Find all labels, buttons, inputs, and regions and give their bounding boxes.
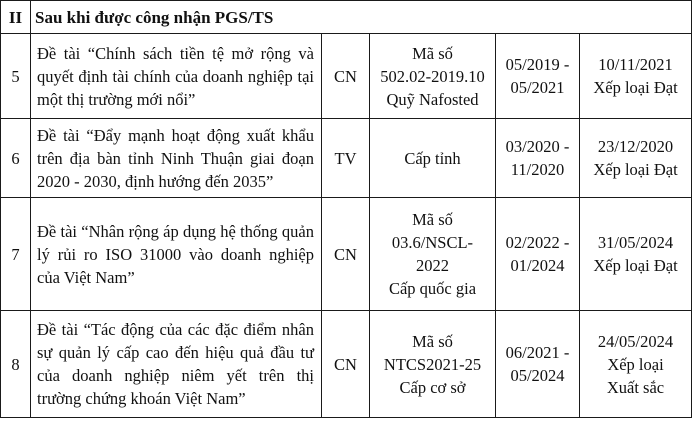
project-period [496, 198, 580, 311]
period-line: 05/2021 [510, 78, 565, 97]
source-line: 03.6/NSCL- [391, 233, 474, 252]
project-topic: Đề tài “Nhân rộng áp dụng hệ thống quản lý rủi ro ISO 31000 vào doanh nghiệp của Việt Nam” [31, 198, 322, 311]
source-line: 2022 [416, 256, 449, 275]
row-number: 8 [1, 311, 31, 418]
project-period [496, 34, 580, 119]
section-title: Sau khi được công nhận PGS/TS [31, 1, 692, 34]
period-line: 01/2024 [510, 256, 565, 275]
period-line: 11/2020 [510, 160, 565, 179]
source-line: NTCS2021-25 [383, 354, 482, 374]
project-role: CN [322, 311, 370, 418]
period-line: 02/2022 - [505, 233, 570, 252]
result-line: Xếp loại Đạt [593, 78, 678, 97]
row-number: 5 [1, 34, 31, 119]
project-source [370, 34, 496, 119]
source-line: Cấp cơ sở [399, 377, 466, 397]
project-source [370, 119, 496, 198]
source-line: Mã số [412, 331, 453, 351]
project-role: TV [322, 119, 370, 198]
project-topic: Đề tài “Chính sách tiền tệ mở rộng và quyết định tài chính của doanh nghiệp tại một thị trường mới nổi” [31, 34, 322, 119]
row-number: 7 [1, 198, 31, 311]
source-line: Cấp quốc gia [388, 279, 477, 298]
result-line: 10/11/2021 [598, 55, 673, 74]
result-line: Xếp loại Đạt [593, 256, 678, 275]
period-line: 05/2024 [510, 366, 565, 385]
project-result [580, 34, 692, 119]
project-period [496, 119, 580, 198]
period-line: 06/2021 - [505, 343, 570, 362]
table-row [1, 119, 692, 198]
project-role: CN [322, 34, 370, 119]
project-result [580, 311, 692, 418]
result-line: 24/05/2024 [597, 331, 674, 351]
result-line: Xếp loại [607, 354, 664, 374]
period-line: 05/2019 - [505, 55, 570, 74]
source-line: Cấp tỉnh [404, 148, 461, 168]
table-row [1, 311, 692, 418]
source-line: Mã số [412, 210, 453, 229]
project-source [370, 311, 496, 418]
result-line: Xuất sắc [606, 377, 665, 397]
section-number: II [1, 1, 31, 34]
source-line: Quỹ Nafosted [386, 89, 479, 109]
project-result [580, 198, 692, 311]
project-role: CN [322, 198, 370, 311]
table-row [1, 34, 692, 119]
project-period [496, 311, 580, 418]
section-header-row [1, 1, 692, 34]
project-result [580, 119, 692, 198]
row-number: 6 [1, 119, 31, 198]
result-line: 23/12/2020 [597, 137, 674, 156]
project-topic: Đề tài “Đẩy mạnh hoạt động xuất khẩu trên địa bàn tỉnh Ninh Thuận giai đoạn 2020 - 2030, định hướng đến 2035” [31, 119, 322, 198]
result-line: Xếp loại Đạt [593, 160, 678, 179]
project-source [370, 198, 496, 311]
source-line: 502.02-2019.10 [380, 66, 485, 86]
table-row [1, 198, 692, 311]
project-topic: Đề tài “Tác động của các đặc điểm nhân sự quản lý cấp cao đến hiệu quả đầu tư của doanh nghiệp niêm yết trên thị trường chứng khoán Việt Nam” [31, 311, 322, 418]
result-line: 31/05/2024 [597, 233, 674, 252]
period-line: 03/2020 - [505, 137, 570, 156]
source-line: Mã số [412, 43, 453, 63]
